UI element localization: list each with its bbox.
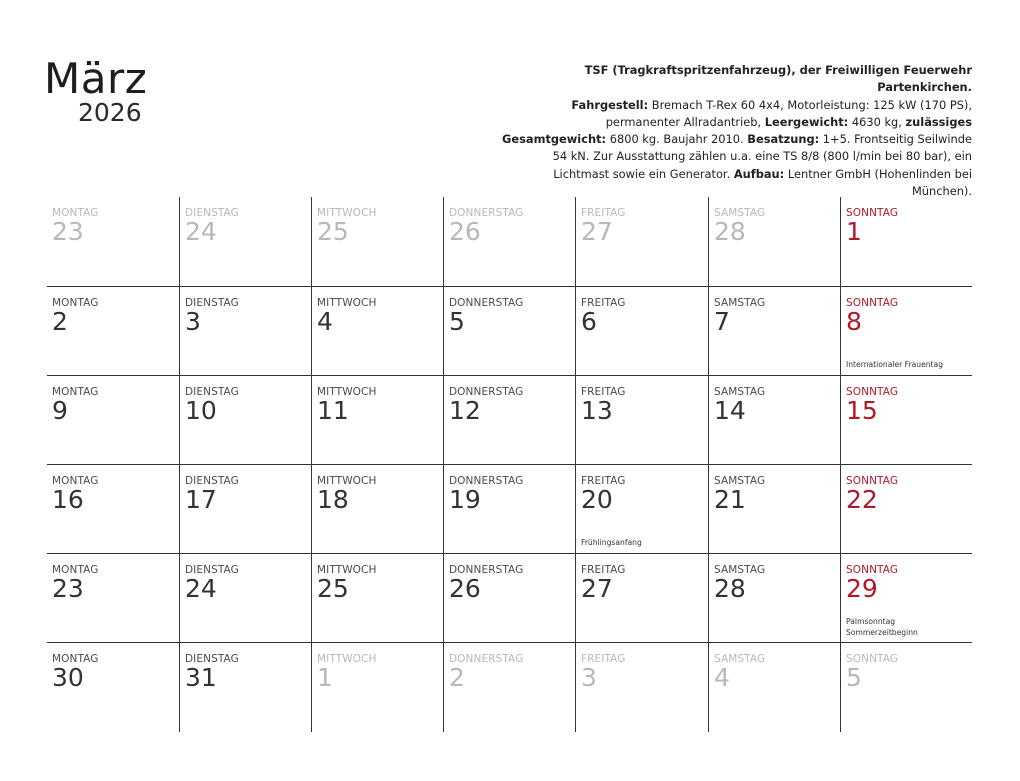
aufbau-label: Aufbau: xyxy=(733,166,785,181)
besatzung-label: Besatzung: xyxy=(747,132,820,147)
calendar-day-cell xyxy=(443,287,575,376)
calendar-week-row xyxy=(47,553,972,643)
calendar-day-cell xyxy=(840,643,972,732)
weekday-label: DIENSTAG xyxy=(185,653,239,665)
weekday-label: SONNTAG xyxy=(846,386,899,398)
weekday-label: FREITAG xyxy=(581,386,626,398)
holiday-note-line: Internationaler Frauentag xyxy=(846,360,944,369)
calendar-day-cell xyxy=(47,197,179,286)
holiday-note xyxy=(846,617,918,638)
weekday-label: DIENSTAG xyxy=(185,564,239,576)
holiday-note-line: Palmsonntag xyxy=(846,617,896,626)
day-number: 23 xyxy=(52,574,84,603)
weekday-label: FREITAG xyxy=(581,207,626,219)
leergewicht-text: 4630 kg, xyxy=(848,114,906,129)
calendar-day-cell xyxy=(311,197,443,286)
day-number: 24 xyxy=(185,217,217,246)
calendar-day-cell xyxy=(311,376,443,465)
day-number: 6 xyxy=(581,307,597,336)
day-number: 22 xyxy=(846,485,878,514)
weekday-label: MONTAG xyxy=(52,653,99,665)
weekday-label: SONNTAG xyxy=(846,653,899,665)
weekday-label: MONTAG xyxy=(52,475,99,487)
day-number: 11 xyxy=(317,396,349,425)
calendar-day-cell xyxy=(47,465,179,554)
weekday-label: SONNTAG xyxy=(846,207,899,219)
calendar-week-row xyxy=(47,642,972,732)
calendar-grid xyxy=(47,197,972,733)
weekday-label: MONTAG xyxy=(52,564,99,576)
day-number: 28 xyxy=(714,217,746,246)
calendar-day-cell xyxy=(47,554,179,643)
day-number: 28 xyxy=(714,574,746,603)
day-number: 4 xyxy=(714,663,730,692)
calendar-day-cell xyxy=(179,287,311,376)
calendar-day-cell xyxy=(708,465,840,554)
calendar-day-cell xyxy=(47,287,179,376)
day-number: 3 xyxy=(581,663,597,692)
day-number: 15 xyxy=(846,396,878,425)
weekday-label: DIENSTAG xyxy=(185,297,239,309)
day-number: 25 xyxy=(317,574,349,603)
day-number: 7 xyxy=(714,307,730,336)
description-heading: TSF (Tragkraftspritzenfahrzeug), der Freiwilligen Feuerwehr Partenkirchen. xyxy=(584,63,972,95)
aufbau-text: Lentner GmbH (Hohenlinden bei München). xyxy=(784,166,972,199)
weekday-label: MONTAG xyxy=(52,297,99,309)
holiday-note-line: Sommerzeitbeginn xyxy=(846,627,918,637)
holiday-note-line: Frühlingsanfang xyxy=(581,538,642,547)
weekday-label: SAMSTAG xyxy=(714,475,766,487)
calendar-day-cell xyxy=(179,643,311,732)
calendar-day-cell xyxy=(575,554,707,643)
day-number: 9 xyxy=(52,396,68,425)
day-number: 1 xyxy=(317,663,333,692)
weekday-label: FREITAG xyxy=(581,297,626,309)
day-number: 14 xyxy=(714,396,746,425)
weekday-label: FREITAG xyxy=(581,564,626,576)
day-number: 5 xyxy=(449,307,465,336)
day-number: 24 xyxy=(185,574,217,603)
weekday-label: DONNERSTAG xyxy=(449,564,524,576)
day-number: 5 xyxy=(846,663,862,692)
weekday-label: FREITAG xyxy=(581,475,626,487)
weekday-label: FREITAG xyxy=(581,653,626,665)
weekday-label: DIENSTAG xyxy=(185,207,239,219)
weekday-label: DONNERSTAG xyxy=(449,386,524,398)
calendar-day-cell xyxy=(443,197,575,286)
calendar-day-cell xyxy=(575,197,707,286)
day-number: 30 xyxy=(52,663,84,692)
calendar-day-cell xyxy=(179,376,311,465)
fahrgestell-text: Bremach T-Rex 60 4x4, Motorleistung: 125 kW (170 PS), permanenter Allradantrieb, xyxy=(605,97,972,129)
gesamtgewicht-text: 6800 kg. Baujahr 2010. xyxy=(606,132,748,147)
day-number: 3 xyxy=(185,307,201,336)
calendar-day-cell xyxy=(575,465,707,554)
calendar-day-cell xyxy=(840,465,972,554)
calendar-day-cell xyxy=(575,287,707,376)
day-number: 27 xyxy=(581,217,613,246)
calendar-day-cell xyxy=(47,376,179,465)
weekday-label: SONNTAG xyxy=(846,297,899,309)
year-title: 2026 xyxy=(78,98,142,127)
weekday-label: SAMSTAG xyxy=(714,653,766,665)
holiday-note xyxy=(846,360,943,371)
day-number: 21 xyxy=(714,485,746,514)
day-number: 26 xyxy=(449,574,481,603)
day-number: 12 xyxy=(449,396,481,425)
day-number: 31 xyxy=(185,663,217,692)
calendar-week-row xyxy=(47,375,972,465)
calendar-day-cell xyxy=(575,643,707,732)
calendar-day-cell xyxy=(840,287,972,376)
weekday-label: DIENSTAG xyxy=(185,386,239,398)
calendar-day-cell xyxy=(575,376,707,465)
calendar-day-cell xyxy=(840,554,972,643)
calendar-day-cell xyxy=(311,643,443,732)
weekday-label: SAMSTAG xyxy=(714,297,766,309)
weekday-label: DIENSTAG xyxy=(185,475,239,487)
calendar-week-row xyxy=(47,286,972,376)
day-number: 23 xyxy=(52,217,84,246)
weekday-label: MITTWOCH xyxy=(317,564,377,576)
calendar-day-cell xyxy=(708,376,840,465)
holiday-note xyxy=(581,538,642,549)
gesamtgewicht-label: zulässiges Gesamtgewicht: xyxy=(502,114,972,147)
day-number: 1 xyxy=(846,217,862,246)
day-number: 2 xyxy=(52,307,68,336)
calendar-day-cell xyxy=(179,197,311,286)
calendar-day-cell xyxy=(708,554,840,643)
day-number: 26 xyxy=(449,217,481,246)
weekday-label: SAMSTAG xyxy=(714,386,766,398)
weekday-label: MITTWOCH xyxy=(317,207,377,219)
weekday-label: MITTWOCH xyxy=(317,297,377,309)
weekday-label: DONNERSTAG xyxy=(449,297,524,309)
calendar-day-cell xyxy=(840,197,972,286)
fahrgestell-label: Fahrgestell: xyxy=(571,97,649,112)
calendar-day-cell xyxy=(311,554,443,643)
vehicle-description xyxy=(502,62,972,200)
calendar-day-cell xyxy=(443,376,575,465)
calendar-day-cell xyxy=(708,197,840,286)
day-number: 16 xyxy=(52,485,84,514)
calendar-day-cell xyxy=(443,465,575,554)
calendar-day-cell xyxy=(443,643,575,732)
day-number: 27 xyxy=(581,574,613,603)
day-number: 25 xyxy=(317,217,349,246)
weekday-label: DONNERSTAG xyxy=(449,653,524,665)
weekday-label: MITTWOCH xyxy=(317,475,377,487)
calendar-day-cell xyxy=(840,376,972,465)
weekday-label: SONNTAG xyxy=(846,564,899,576)
weekday-label: SAMSTAG xyxy=(714,564,766,576)
calendar-week-row xyxy=(47,464,972,554)
day-number: 4 xyxy=(317,307,333,336)
calendar-day-cell xyxy=(179,554,311,643)
weekday-label: MONTAG xyxy=(52,386,99,398)
calendar-day-cell xyxy=(311,287,443,376)
day-number: 20 xyxy=(581,485,613,514)
weekday-label: DONNERSTAG xyxy=(449,207,524,219)
calendar-day-cell xyxy=(47,643,179,732)
day-number: 18 xyxy=(317,485,349,514)
weekday-label: MONTAG xyxy=(52,207,99,219)
weekday-label: MITTWOCH xyxy=(317,653,377,665)
weekday-label: SAMSTAG xyxy=(714,207,766,219)
month-title: März xyxy=(44,54,148,103)
calendar-day-cell xyxy=(708,287,840,376)
leergewicht-label: Leergewicht: xyxy=(764,114,849,129)
calendar-day-cell xyxy=(179,465,311,554)
day-number: 29 xyxy=(846,574,878,603)
day-number: 13 xyxy=(581,396,613,425)
calendar-week-row xyxy=(47,197,972,286)
day-number: 19 xyxy=(449,485,481,514)
day-number: 17 xyxy=(185,485,217,514)
day-number: 10 xyxy=(185,396,217,425)
day-number: 8 xyxy=(846,307,862,336)
calendar-day-cell xyxy=(443,554,575,643)
weekday-label: SONNTAG xyxy=(846,475,899,487)
description-body xyxy=(502,97,972,201)
calendar-day-cell xyxy=(708,643,840,732)
day-number: 2 xyxy=(449,663,465,692)
calendar-day-cell xyxy=(311,465,443,554)
weekday-label: DONNERSTAG xyxy=(449,475,524,487)
besatzung-text: 1+5. Frontseitig Seilwinde 54 kN. Zur Ausstattung zählen u.a. eine TS 8/8 (800 l/min bei 80 bar), ein Lichtmast sowie ein Generator. xyxy=(552,132,972,181)
weekday-label: MITTWOCH xyxy=(317,386,377,398)
